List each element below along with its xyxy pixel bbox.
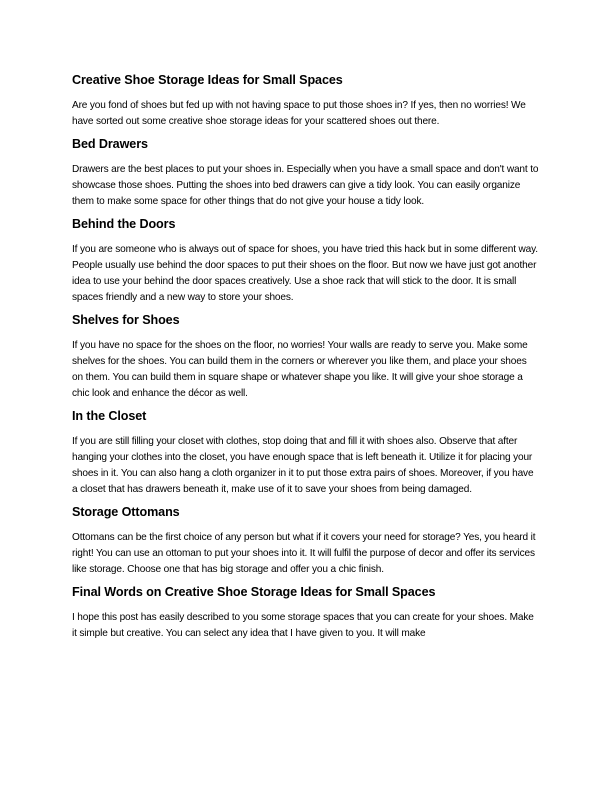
section-text-shelves-for-shoes: If you have no space for the shoes on the floor, no worries! Your walls are ready to serve you. Make some shelves for the shoes. You can build them in the corners or wherever you like them, and place your shoes on them. You can build them in square shape or whatever shape you like. It will give your shoe storage a chic look and enhance the décor as well. <box>72 340 528 399</box>
section-heading-in-the-closet: In the Closet <box>72 409 147 423</box>
document-page <box>72 72 540 648</box>
section-text-in-the-closet: If you are still filling your closet with clothes, stop doing that and fill it with shoes also. Observe that after hanging your clothes into the closet, you have enough space that is left beneath it. Utilize it for placing your shoes in it. You can also hang a cloth organizer in it to put those extra pairs of shoes. Moreover, if you have a closet that has drawers beneath it, make use of it to save your shoes from being damaged. <box>72 436 534 495</box>
section-text-storage-ottomans: Ottomans can be the first choice of any person but what if it covers your need for storage? Yes, you heard it right! You can use an ottoman to put your shoes into it. It will fulfil the purpose of decor and offer its services like storage. Choose one that has big storage and offer you a chic finish. <box>72 532 536 575</box>
section-heading-behind-the-doors: Behind the Doors <box>72 217 176 231</box>
section-text-bed-drawers: Drawers are the best places to put your shoes in. Especially when you have a small space and don't want to showcase those shoes. Putting the shoes into bed drawers can give a tidy look. You can easily organize them to make some space for other things that do not give your house a tidy look. <box>72 164 539 207</box>
section-text-final-words: I hope this post has easily described to you some storage spaces that you can create for your shoes. Make it simple but creative. You can select any idea that I have given to you. It will make <box>72 612 534 639</box>
document-title: Creative Shoe Storage Ideas for Small Spaces <box>72 73 343 87</box>
section-heading-shelves-for-shoes: Shelves for Shoes <box>72 313 180 327</box>
section-text-behind-the-doors: If you are someone who is always out of space for shoes, you have tried this hack but in some different way. People usually use behind the door spaces to put their shoes on the floor. But now we have just got another idea to use your behind the door spaces creatively. Use a shoe rack that will stick to the door. It is small spaces friendly and a new way to store your shoes. <box>72 244 538 303</box>
section-heading-storage-ottomans: Storage Ottomans <box>72 505 180 519</box>
intro-paragraph: Are you fond of shoes but fed up with not having space to put those shoes in? If yes, then no worries! We have sorted out some creative shoe storage ideas for your scattered shoes out there. <box>72 100 526 127</box>
section-heading-bed-drawers: Bed Drawers <box>72 137 148 151</box>
section-heading-final-words: Final Words on Creative Shoe Storage Ideas for Small Spaces <box>72 585 436 599</box>
